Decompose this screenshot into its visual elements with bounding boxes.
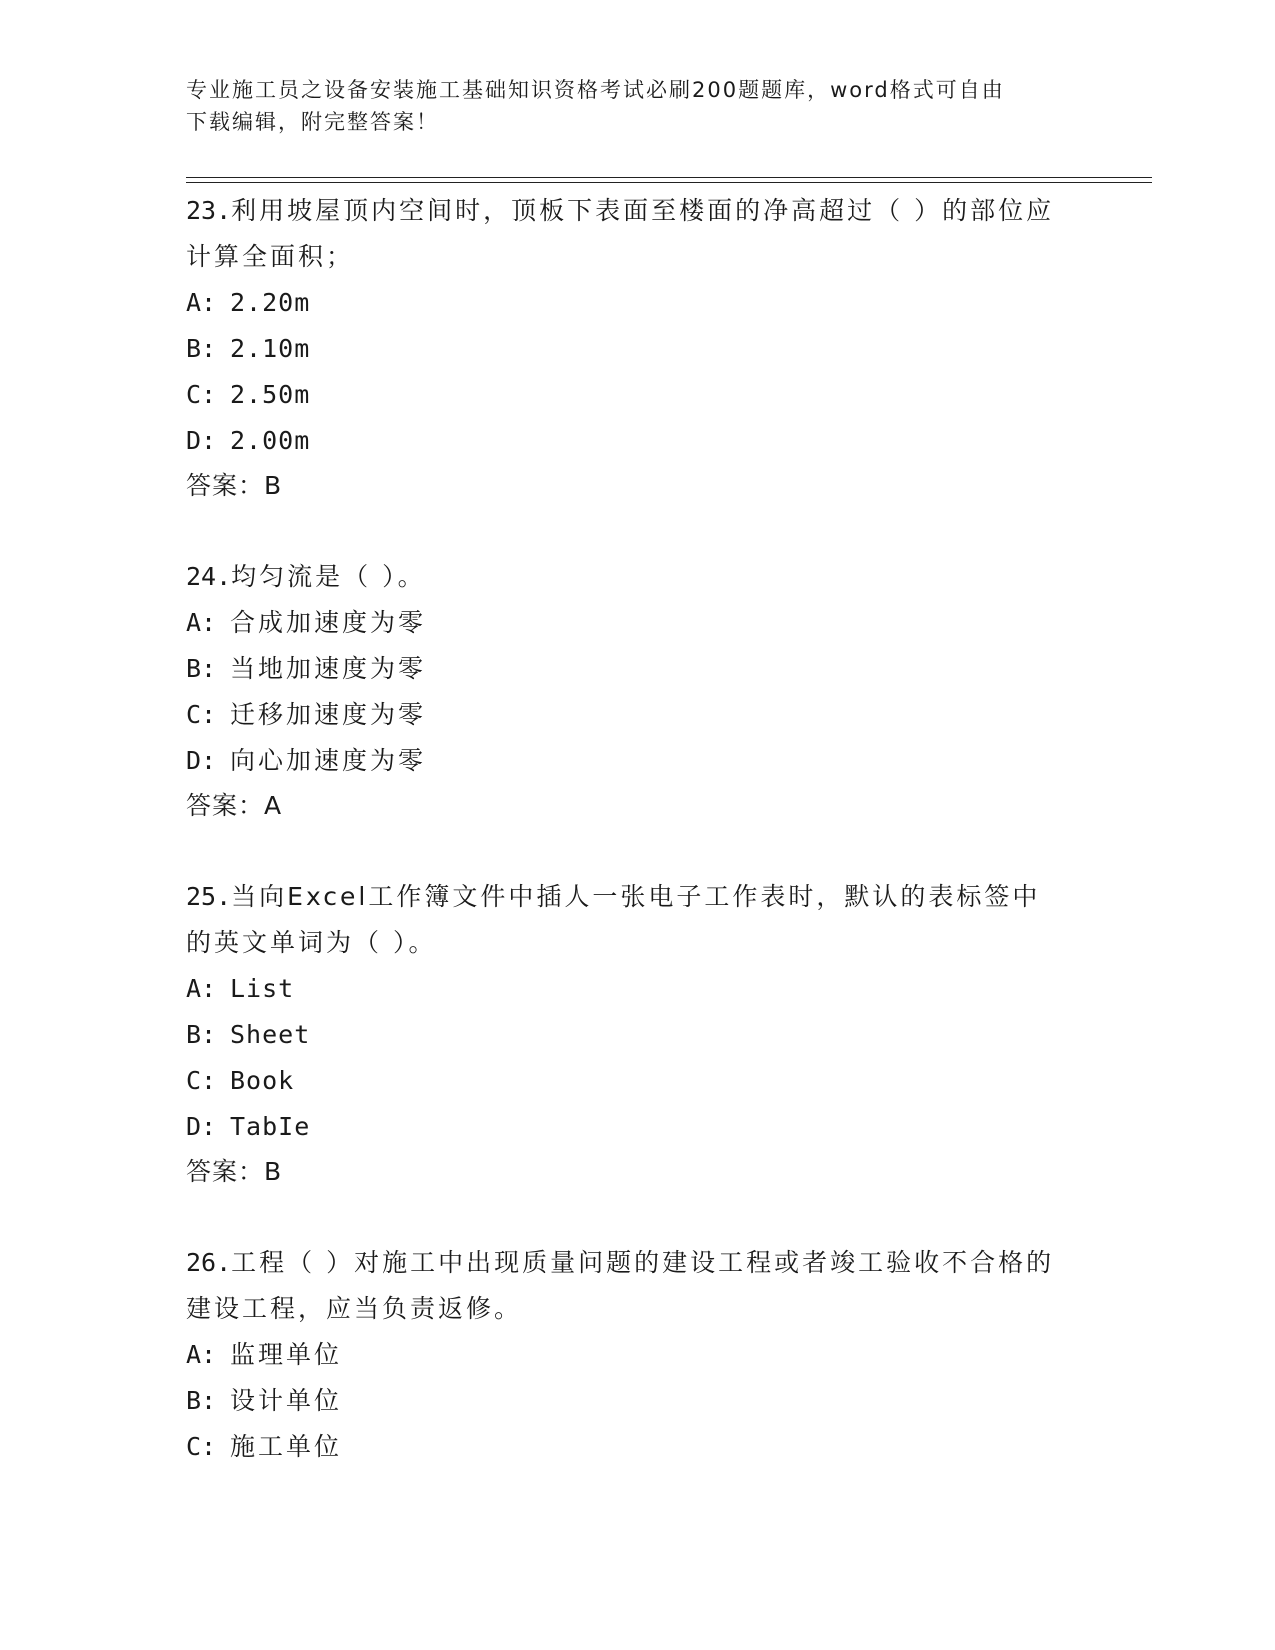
option-a [186, 600, 1086, 646]
question-stem [186, 874, 1066, 966]
option-text: 2.00m [230, 426, 311, 455]
option-key: C: [186, 700, 217, 729]
question-stem [186, 1240, 1066, 1332]
option-key: B: [186, 1020, 217, 1049]
option-text: 当地加速度为零 [230, 654, 427, 683]
option-text: 迁移加速度为零 [230, 700, 427, 729]
option-text: Book [230, 1066, 295, 1095]
option-key: A: [186, 974, 217, 1003]
option-d [186, 738, 1086, 784]
option-d [186, 418, 1086, 464]
header-line-1: 专业施工员之设备安装施工基础知识资格考试必刷200题题库，word格式可自由 [186, 78, 1005, 102]
option-c [186, 372, 1086, 418]
document-header [186, 74, 1066, 138]
option-key: C: [186, 1432, 217, 1461]
option-c [186, 692, 1086, 738]
question-24 [186, 554, 1086, 828]
answer-line: 答案：B [186, 471, 283, 500]
option-text: 合成加速度为零 [230, 608, 427, 637]
question-26 [186, 1240, 1086, 1470]
option-key: B: [186, 334, 217, 363]
option-c [186, 1424, 1086, 1470]
option-key: A: [186, 288, 217, 317]
question-number: 23. [186, 196, 232, 225]
option-text: List [230, 974, 295, 1003]
option-text: Sheet [230, 1020, 311, 1049]
option-key: D: [186, 746, 217, 775]
question-text: 均匀流是（ ）。 [231, 562, 426, 591]
question-stem [186, 554, 1066, 600]
answer-line: 答案：A [186, 791, 283, 820]
option-b [186, 646, 1086, 692]
question-list [186, 188, 1086, 1470]
option-key: A: [186, 1340, 217, 1369]
option-key: C: [186, 1066, 217, 1095]
question-text: 利用坡屋顶内空间时，顶板下表面至楼面的净高超过（ ）的部位应计算全面积； [186, 196, 1055, 271]
question-25 [186, 874, 1086, 1194]
question-number: 24. [186, 562, 232, 591]
option-text: 监理单位 [230, 1340, 343, 1369]
header-divider-bottom [186, 182, 1152, 183]
option-text: TabIe [230, 1112, 311, 1141]
question-number: 26. [186, 1248, 232, 1277]
option-a [186, 1332, 1086, 1378]
option-b [186, 1012, 1086, 1058]
question-number: 25. [186, 882, 232, 911]
option-d [186, 1104, 1086, 1150]
option-text: 2.50m [230, 380, 311, 409]
question-text: 工程（ ）对施工中出现质量问题的建设工程或者竣工验收不合格的建设工程，应当负责返修。 [186, 1248, 1055, 1323]
option-a [186, 966, 1086, 1012]
option-key: A: [186, 608, 217, 637]
header-line-2: 下载编辑，附完整答案！ [186, 110, 439, 134]
answer-line: 答案：B [186, 1157, 283, 1186]
option-text: 施工单位 [230, 1432, 343, 1461]
option-b [186, 326, 1086, 372]
option-b [186, 1378, 1086, 1424]
option-c [186, 1058, 1086, 1104]
question-text: 当向Excel工作簿文件中插人一张电子工作表时，默认的表标签中的英文单词为（ ）。 [186, 882, 1041, 957]
option-key: B: [186, 1386, 217, 1415]
option-a [186, 280, 1086, 326]
option-key: D: [186, 1112, 217, 1141]
option-key: B: [186, 654, 217, 683]
option-key: C: [186, 380, 217, 409]
option-text: 向心加速度为零 [230, 746, 427, 775]
option-text: 2.10m [230, 334, 311, 363]
option-text: 设计单位 [230, 1386, 343, 1415]
option-text: 2.20m [230, 288, 311, 317]
question-stem [186, 188, 1066, 280]
question-23 [186, 188, 1086, 508]
header-divider-top [186, 177, 1152, 178]
option-key: D: [186, 426, 217, 455]
